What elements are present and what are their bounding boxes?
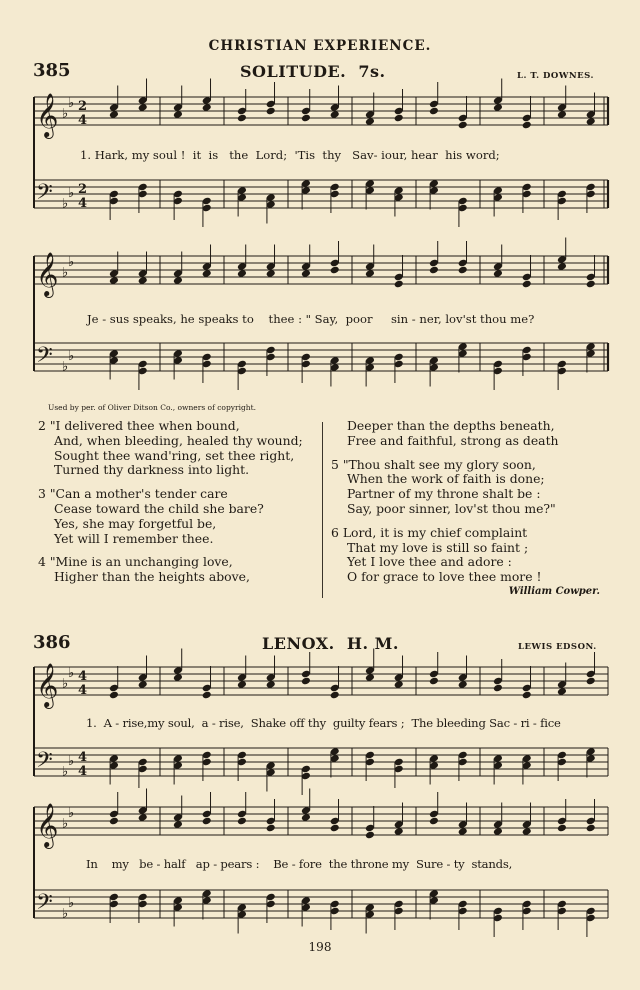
bass-clef: 𝄢 [36,890,53,920]
flat-sign: ♭ [68,255,75,270]
verses-left-column [38,419,328,591]
note-head [458,266,468,275]
bass-clef: 𝄢 [36,180,53,210]
flat-sign: ♭ [68,806,75,821]
note-head [522,280,532,289]
time-signature: 4 [78,750,88,765]
note-head [493,103,503,112]
verse-line: Free and faithful, strong as death [347,432,559,448]
note-head [586,677,596,686]
flat-sign: ♭ [62,676,69,692]
verse-line: Sought thee wand'ring, set thee right, [54,447,295,463]
note-head [202,103,212,112]
note-head [138,680,148,689]
flat-sign: ♭ [68,754,75,769]
verse-line: And, when bleeding, healed thy wound; [54,432,303,448]
note-head [429,107,439,116]
note-head [202,817,212,826]
note-head [173,276,183,285]
flat-sign: ♭ [62,196,69,212]
note-head [557,824,567,833]
flat-sign: ♭ [62,359,69,375]
note-head [301,114,311,123]
note-head [493,684,503,693]
note-head [202,691,212,700]
verse-line: Say, poor sinner, lov'st thou me?" [347,500,556,516]
note-head [173,820,183,829]
flat-sign: ♭ [62,106,69,122]
treble-clef: 𝄞 [36,93,59,137]
hymn-386-lyrics-line-1: 1. A - rise,my soul, a - rise, Shake off thy guilty fears ; The bleeding Sac - ri - fice [86,716,561,730]
note-head [394,280,404,289]
flat-sign: ♭ [68,666,75,681]
verse-line: Deeper than the depths beneath, [347,418,555,433]
time-signature: 4 [78,196,88,211]
verse-line: That my love is still so faint ; [347,539,529,555]
flat-sign: ♭ [62,265,69,281]
verse-5 [331,458,611,517]
note-head [557,262,567,271]
verse-line: Yet will I remember thee. [54,530,214,546]
note-head [365,117,375,126]
note-head [586,824,596,833]
note-head [458,680,468,689]
verse-line: 3 "Can a mother's tender care [38,486,228,502]
note-head [394,114,404,123]
note-head [394,827,404,836]
note-head [173,673,183,682]
hymn-386-lyrics-line-2: In my be - half ap - pears : Be - fore the throne my Sure - ty stands, [86,857,513,871]
hymn-385-title: SOLITUDE. 7s. [240,62,386,81]
hymn-386-composer: LEWIS EDSON. [518,642,597,652]
note-head [237,114,247,123]
verse-line: 6 Lord, it is my chief complaint [331,524,528,540]
treble-clef: 𝄞 [36,663,59,707]
time-signature: 2 [78,182,88,197]
note-head [173,110,183,119]
time-signature: 4 [78,683,88,698]
hymn-385-lyrics-line-2: Je - sus speaks, he speaks to thee : " Say, poor sin - ner, lov'st thou me? [87,312,535,326]
verse-4 [38,555,328,585]
note-head [586,117,596,126]
note-head [429,817,439,826]
flat-sign: ♭ [68,96,75,111]
verse-line: Yes, she may forgetful be, [54,515,217,531]
note-head [557,110,567,119]
time-signature: 4 [78,669,88,684]
note-head [330,266,340,275]
time-signature: 4 [78,113,88,128]
note-head [330,110,340,119]
verse-line: 5 "Thou shalt see my glory soon, [331,456,536,472]
verse-line: 2 "I delivered thee when bound, [38,418,240,433]
note-head [330,691,340,700]
verse-line: When the work of faith is done; [347,471,545,487]
verse-line: O for grace to love thee more ! [347,569,542,585]
note-head [429,677,439,686]
note-head [301,813,311,822]
note-head [237,269,247,278]
flat-sign: ♭ [68,896,75,911]
hymn-386-title: LENOX. H. M. [262,634,399,653]
note-head [557,687,567,696]
note-head [202,269,212,278]
flat-sign: ♭ [68,349,75,364]
note-head [138,276,148,285]
verse-2 [38,419,328,478]
note-head [330,824,340,833]
section-header: CHRISTIAN EXPERIENCE. [208,38,432,54]
note-head [365,831,375,840]
treble-clef: 𝄞 [36,252,59,296]
note-head [109,817,119,826]
note-head [493,269,503,278]
hymn-385-lyrics-line-1: 1. Hark, my soul ! it is the Lord; 'Tis thy Sav- iour, hear his word; [80,148,500,162]
hymn-386-number: 386 [33,632,71,653]
note-head [365,269,375,278]
bass-clef: 𝄢 [36,748,53,778]
note-head [109,110,119,119]
note-head [266,680,276,689]
column-divider [322,422,323,598]
flat-sign: ♭ [62,906,69,922]
note-head [237,817,247,826]
note-head [301,677,311,686]
note-head [586,280,596,289]
copyright-note: Used by per. of Oliver Ditson Co., owners of copyright. [48,403,256,412]
verse-4-continued [331,419,611,449]
hymn-385-number: 385 [33,60,71,81]
note-head [522,827,532,836]
note-head [301,269,311,278]
note-head [365,673,375,682]
note-head [109,691,119,700]
time-signature: 4 [78,764,88,779]
note-head [138,813,148,822]
flat-sign: ♭ [62,816,69,832]
note-head [493,827,503,836]
verse-line: Cease toward the child she bare? [54,500,264,516]
author-attribution: William Cowper. [508,586,600,597]
note-head [522,691,532,700]
hymn-385-composer: L. T. DOWNES. [517,71,594,81]
note-head [429,266,439,275]
verse-line: 4 "Mine is an unchanging love, [38,554,233,570]
note-head [266,824,276,833]
treble-clef: 𝄞 [36,803,59,847]
note-head [394,680,404,689]
verse-line: Partner of my throne shalt be : [347,486,541,502]
flat-sign: ♭ [62,764,69,780]
verses-right-column [331,419,611,591]
note-head [237,680,247,689]
note-head [266,107,276,116]
note-head [458,827,468,836]
time-signature: 2 [78,99,88,114]
verse-3 [38,487,328,546]
verse-line: Higher than the heights above, [54,569,250,585]
bass-clef: 𝄢 [36,343,53,373]
verse-6 [331,526,611,585]
note-head [109,276,119,285]
note-head [138,103,148,112]
verse-line: Yet I love thee and adore : [347,554,512,570]
note-head [458,121,468,130]
note-head [522,121,532,130]
flat-sign: ♭ [68,186,75,201]
verse-line: Turned thy darkness into light. [54,462,250,478]
page-number: 198 [308,940,332,954]
note-head [266,269,276,278]
